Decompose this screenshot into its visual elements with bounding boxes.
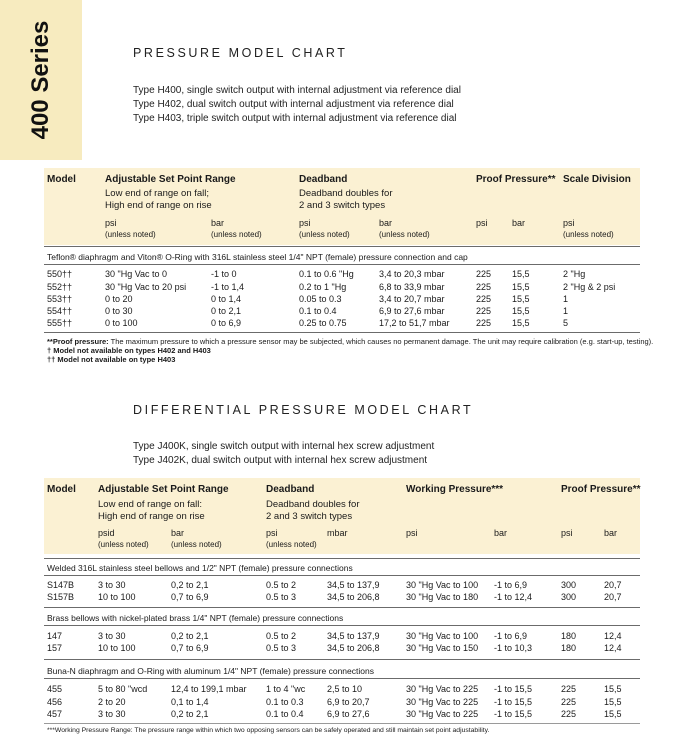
header-set-point-sub: Low end of range on fall: <box>98 499 203 510</box>
unit-note: (unless noted) <box>379 230 430 239</box>
cell-working-psi: 30 "Hg Vac to 100 <box>406 580 479 590</box>
cell-deadband-psi: 0.05 to 0.3 <box>299 294 342 304</box>
cell-deadband-mbar: 34,5 to 137,9 <box>327 631 380 641</box>
cell-set-point-psid: 3 to 30 <box>98 709 126 719</box>
footnote-text: The maximum pressure to which a pressure sensor may be subjected, which causes no permanent damage. The unit may require calibration (e.g. start-up, testing). <box>110 337 654 346</box>
cell-deadband-psi: 0.1 to 0.3 <box>266 697 304 707</box>
cell-scale-division: 2 "Hg & 2 psi <box>563 282 616 292</box>
unit-note: (unless noted) <box>299 230 350 239</box>
material-group-label: Brass bellows with nickel-plated brass 1/4" NPT (female) pressure connections <box>47 613 344 623</box>
divider <box>44 558 640 559</box>
cell-proof-bar: 15,5 <box>604 709 622 719</box>
cell-set-point-psi: 0 to 100 <box>105 318 138 328</box>
footnote-term: **Proof pressure: <box>47 337 109 346</box>
header-model: Model <box>47 484 76 495</box>
unit-label: bar <box>512 218 526 228</box>
divider <box>44 723 640 724</box>
cell-model: S147B <box>47 580 75 590</box>
differential-chart-title: DIFFERENTIAL PRESSURE MODEL CHART <box>133 403 474 417</box>
cell-deadband-psi: 0.2 to 1 "Hg <box>299 282 347 292</box>
unit-label: psi <box>406 528 418 538</box>
header-deadband-sub: 2 and 3 switch types <box>266 511 353 522</box>
unit-label: psi <box>299 218 311 228</box>
cell-deadband-psi: 1 to 4 "wc <box>266 684 306 694</box>
cell-deadband-psi: 0.1 to 0.4 <box>266 709 304 719</box>
cell-deadband-mbar: 2,5 to 10 <box>327 684 363 694</box>
cell-proof-bar: 15,5 <box>512 318 530 328</box>
cell-proof-bar: 12,4 <box>604 643 622 653</box>
cell-model: 457 <box>47 709 63 719</box>
cell-working-bar: -1 to 15,5 <box>494 709 533 719</box>
cell-proof-psi: 225 <box>476 269 492 279</box>
cell-scale-division: 2 "Hg <box>563 269 586 279</box>
cell-set-point-psid: 5 to 80 "wcd <box>98 684 148 694</box>
cell-set-point-psid: 10 to 100 <box>98 592 136 602</box>
header-deadband-sub: 2 and 3 switch types <box>299 200 386 211</box>
cell-set-point-psid: 2 to 20 <box>98 697 126 707</box>
unit-note: (unless noted) <box>105 230 156 239</box>
cell-working-bar: -1 to 15,5 <box>494 697 533 707</box>
unit-label: psi <box>476 218 488 228</box>
cell-scale-division: 1 <box>563 294 569 304</box>
cell-working-bar: -1 to 6,9 <box>494 580 528 590</box>
unit-label: bar <box>211 218 225 228</box>
header-deadband: Deadband <box>299 174 348 185</box>
unit-note: (unless noted) <box>266 540 317 549</box>
cell-proof-bar: 15,5 <box>604 697 622 707</box>
unit-label: psi <box>561 528 573 538</box>
cell-proof-bar: 15,5 <box>512 282 530 292</box>
cell-deadband-mbar: 34,5 to 206,8 <box>327 592 380 602</box>
cell-model: 147 <box>47 631 63 641</box>
cell-proof-bar: 12,4 <box>604 631 622 641</box>
cell-set-point-psi: 0 to 20 <box>105 294 133 304</box>
cell-set-point-bar: -1 to 0 <box>211 269 237 279</box>
unit-label: bar <box>171 528 185 538</box>
header-set-point-sub: High end of range on rise <box>98 511 205 522</box>
cell-proof-psi: 225 <box>561 697 577 707</box>
cell-model: 157 <box>47 643 63 653</box>
cell-working-psi: 30 "Hg Vac to 150 <box>406 643 479 653</box>
cell-proof-bar: 15,5 <box>512 294 530 304</box>
cell-proof-bar: 15,5 <box>512 306 530 316</box>
working-pressure-footnote: ***Working Pressure Range: The pressure range within which two opposing sensors can be safely operated and still maintain set point adjustability. <box>47 727 490 734</box>
cell-deadband-psi: 0.25 to 0.75 <box>299 318 347 328</box>
material-group-label: Welded 316L stainless steel bellows and 1/2" NPT (female) pressure connections <box>47 563 353 573</box>
header-proof-pressure: Proof Pressure** <box>561 484 641 495</box>
divider <box>44 659 640 660</box>
unit-label: psi <box>105 218 117 228</box>
divider <box>44 625 640 626</box>
header-set-point: Adjustable Set Point Range <box>98 484 229 495</box>
cell-set-point-psi: 30 "Hg Vac to 0 <box>105 269 168 279</box>
divider <box>44 678 640 679</box>
cell-deadband-mbar: 6,9 to 20,7 <box>327 697 370 707</box>
header-deadband-sub: Deadband doubles for <box>299 188 393 199</box>
unit-label: mbar <box>327 528 348 538</box>
model-availability-footnote: †† Model not available on type H403 <box>47 355 176 364</box>
cell-set-point-psid: 3 to 30 <box>98 631 126 641</box>
cell-proof-psi: 225 <box>561 684 577 694</box>
pressure-description: Type H403, triple switch output with internal adjustment via reference dial <box>133 113 457 124</box>
header-model: Model <box>47 174 76 185</box>
cell-model: 552†† <box>47 282 73 292</box>
unit-label: bar <box>379 218 393 228</box>
cell-deadband-bar: 3,4 to 20,7 mbar <box>379 294 445 304</box>
cell-set-point-psi: 30 "Hg Vac to 20 psi <box>105 282 187 292</box>
pressure-description: Type H400, single switch output with internal adjustment via reference dial <box>133 85 461 96</box>
cell-working-bar: -1 to 6,9 <box>494 631 528 641</box>
cell-set-point-bar: -1 to 1,4 <box>211 282 245 292</box>
cell-set-point-bar: 0,2 to 2,1 <box>171 631 209 641</box>
header-set-point-sub: Low end of range on fall; <box>105 188 210 199</box>
unit-label: psi <box>266 528 278 538</box>
divider <box>44 607 640 608</box>
series-tab <box>0 0 82 160</box>
cell-set-point-bar: 0 to 6,9 <box>211 318 242 328</box>
cell-working-bar: -1 to 10,3 <box>494 643 533 653</box>
material-group-label: Teflon® diaphragm and Viton® O-Ring with 316L stainless steel 1/4" NPT (female) pressure connection and cap <box>47 252 468 262</box>
differential-description: Type J400K, single switch output with internal hex screw adjustment <box>133 441 435 452</box>
pressure-description: Type H402, dual switch output with internal adjustment via reference dial <box>133 99 454 110</box>
cell-scale-division: 5 <box>563 318 569 328</box>
header-proof-pressure: Proof Pressure** <box>476 174 556 185</box>
header-deadband: Deadband <box>266 484 315 495</box>
cell-working-psi: 30 "Hg Vac to 225 <box>406 684 479 694</box>
cell-deadband-bar: 6,8 to 33,9 mbar <box>379 282 445 292</box>
cell-set-point-psid: 3 to 30 <box>98 580 126 590</box>
cell-working-bar: -1 to 15,5 <box>494 684 533 694</box>
cell-model: 553†† <box>47 294 73 304</box>
pressure-chart-title: PRESSURE MODEL CHART <box>133 46 348 60</box>
cell-set-point-bar: 0 to 1,4 <box>211 294 242 304</box>
unit-label: bar <box>494 528 508 538</box>
cell-deadband-psi: 0.1 to 0.6 "Hg <box>299 269 354 279</box>
cell-proof-psi: 180 <box>561 643 577 653</box>
unit-note: (unless noted) <box>211 230 262 239</box>
divider <box>44 575 640 576</box>
unit-note: (unless noted) <box>171 540 222 549</box>
divider <box>44 264 640 265</box>
header-working-pressure: Working Pressure*** <box>406 484 504 495</box>
cell-model: S157B <box>47 592 75 602</box>
cell-set-point-bar: 0 to 2,1 <box>211 306 242 316</box>
cell-deadband-bar: 3,4 to 20,3 mbar <box>379 269 445 279</box>
cell-set-point-bar: 0,2 to 2,1 <box>171 709 209 719</box>
cell-deadband-psi: 0.5 to 2 <box>266 580 297 590</box>
cell-proof-psi: 225 <box>561 709 577 719</box>
cell-working-bar: -1 to 12,4 <box>494 592 533 602</box>
cell-deadband-psi: 0.5 to 2 <box>266 631 297 641</box>
cell-deadband-mbar: 34,5 to 206,8 <box>327 643 380 653</box>
cell-model: 550†† <box>47 269 73 279</box>
proof-pressure-footnote <box>47 337 653 346</box>
header-scale-division: Scale Division <box>563 174 631 185</box>
cell-proof-bar: 20,7 <box>604 592 622 602</box>
cell-proof-psi: 225 <box>476 294 492 304</box>
cell-model: 455 <box>47 684 63 694</box>
cell-deadband-psi: 0.5 to 3 <box>266 643 297 653</box>
unit-note: (unless noted) <box>563 230 614 239</box>
cell-proof-psi: 180 <box>561 631 577 641</box>
cell-deadband-psi: 0.1 to 0.4 <box>299 306 337 316</box>
cell-working-psi: 30 "Hg Vac to 100 <box>406 631 479 641</box>
cell-working-psi: 30 "Hg Vac to 180 <box>406 592 479 602</box>
cell-set-point-bar: 12,4 to 199,1 mbar <box>171 684 247 694</box>
material-group-label: Buna-N diaphragm and O-Ring with aluminum 1/4" NPT (female) pressure connections <box>47 666 374 676</box>
cell-proof-psi: 225 <box>476 282 492 292</box>
unit-label: psi <box>563 218 575 228</box>
unit-label: psid <box>98 528 115 538</box>
cell-working-psi: 30 "Hg Vac to 225 <box>406 697 479 707</box>
cell-deadband-mbar: 34,5 to 137,9 <box>327 580 380 590</box>
model-availability-footnote: † Model not available on types H402 and H403 <box>47 346 211 355</box>
cell-deadband-mbar: 6,9 to 27,6 <box>327 709 370 719</box>
cell-proof-psi: 300 <box>561 592 577 602</box>
cell-working-psi: 30 "Hg Vac to 225 <box>406 709 479 719</box>
cell-deadband-bar: 6,9 to 27,6 mbar <box>379 306 445 316</box>
cell-model: 555†† <box>47 318 73 328</box>
divider <box>44 246 640 247</box>
header-set-point-sub: High end of range on rise <box>105 200 212 211</box>
cell-set-point-psid: 10 to 100 <box>98 643 136 653</box>
cell-proof-psi: 225 <box>476 318 492 328</box>
cell-set-point-psi: 0 to 30 <box>105 306 133 316</box>
cell-set-point-bar: 0,2 to 2,1 <box>171 580 209 590</box>
header-deadband-sub: Deadband doubles for <box>266 499 360 510</box>
cell-deadband-psi: 0.5 to 3 <box>266 592 297 602</box>
unit-note: (unless noted) <box>98 540 149 549</box>
cell-set-point-bar: 0,7 to 6,9 <box>171 643 209 653</box>
cell-scale-division: 1 <box>563 306 569 316</box>
cell-proof-psi: 225 <box>476 306 492 316</box>
cell-set-point-bar: 0,1 to 1,4 <box>171 697 209 707</box>
cell-proof-bar: 15,5 <box>512 269 530 279</box>
cell-model: 456 <box>47 697 63 707</box>
cell-proof-bar: 15,5 <box>604 684 622 694</box>
cell-proof-psi: 300 <box>561 580 577 590</box>
differential-description: Type J402K, dual switch output with internal hex screw adjustment <box>133 455 428 466</box>
cell-set-point-bar: 0,7 to 6,9 <box>171 592 209 602</box>
cell-proof-bar: 20,7 <box>604 580 622 590</box>
unit-label: bar <box>604 528 618 538</box>
cell-deadband-bar: 17,2 to 51,7 mbar <box>379 318 450 328</box>
series-tab-label: 400 Series <box>27 20 54 140</box>
cell-model: 554†† <box>47 306 73 316</box>
header-set-point: Adjustable Set Point Range <box>105 174 236 185</box>
divider <box>44 332 640 333</box>
